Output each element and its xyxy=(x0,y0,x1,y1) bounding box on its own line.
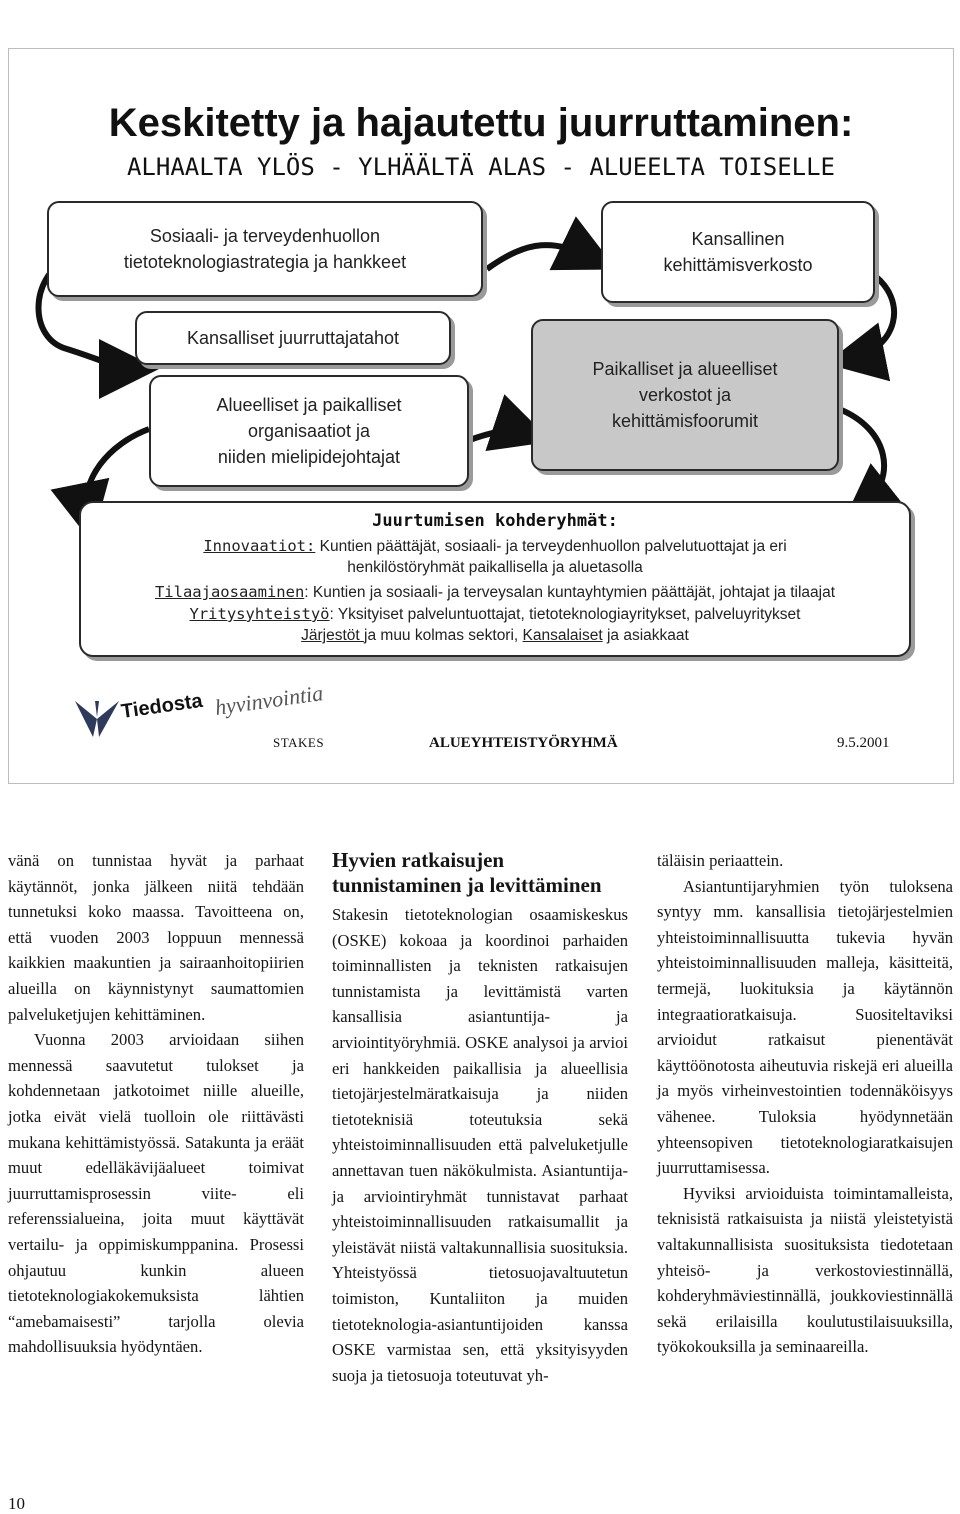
target-line-innovations: Innovaatiot: Kuntien päättäjät, sosiaali- ja terveydenhuollon palvelutuottajat ja eri xyxy=(203,537,787,555)
target-line-organisations: Järjestöt ja muu kolmas sektori, Kansalaiset ja asiakkaat xyxy=(301,627,689,644)
target-groups-heading: Juurtumisen kohderyhmät: xyxy=(372,511,618,531)
slide-subtitle: ALHAALTA YLÖS - YLHÄÄLTÄ ALAS - ALUEELTA TOISELLE xyxy=(126,153,835,181)
logo-word-tiedosta: Tiedosta xyxy=(119,689,204,724)
slide-figure xyxy=(8,48,954,784)
box-national-network: Kansallinen kehittämisverkosto xyxy=(601,201,875,303)
arrow-right-mid xyxy=(839,409,884,509)
target-line-business: Yritysyhteistyö: Yksityiset palveluntuottajat, tietoteknologiayritykset, palveluyritykset xyxy=(189,605,801,623)
footer-group-name: ALUEYHTEISTYÖRYHMÄ xyxy=(429,735,618,751)
box-local-networks: Paikalliset ja alueelliset verkostot ja kehittämisfoorumit xyxy=(531,319,839,471)
section-heading: Hyvien ratkaisujen tunnistaminen ja levittäminen xyxy=(332,848,602,897)
paragraph: Asiantuntijaryhmien työn tuloksena syntyy mm. kansallisia tietojärjestelmien yhteistoiminnallisuutta tukevia hyvän yhteistoiminnallisuuden malleja, käsitteitä, termejä, luokituksia ja käytännön integraatioratkaisuja. Suositeltaviksi arvioidut ratkaisut pienentävät käyttöönotosta aiheutuvia riskejä eri alueilla ja myös virheinvestointien todennäköisyys vähenee. Tuloksia hyödynnetään yhteensopiven tietoteknologiaratkaisujen juurruttamisessa. xyxy=(657,876,953,1178)
box-national-actors: Kansalliset juurruttajatahot xyxy=(135,311,451,365)
footer-stakes: STAKES xyxy=(273,735,325,750)
paragraph: Stakesin tietoteknologian osaamiskeskus (OSKE) kokoaa ja koordinoi parhaiden toiminnallisten ja teknisten ratkaisujen tunnistamista ja levittämistä varten kansallisia asiantuntija- ja arviointityöryhmiä. OSKE analysoi ja arvioi eri hankkeiden paikallisia ja alueellisia tietojärjestelmäratkaisuja ja niiden tietoteknisiä toteutuksia sekä yhteistoiminnallisuuden että palveluketjulle annettavan tuen näkökulmista. Asiantuntija- ja arviointiryhmät tunnistavat parhaat yhteistoiminnallisuuden ratkaisumallit ja yleistävät niistä valtakunnallisia suosituksia. Yhteistyössä tietosuojavaltuutetun toimiston, Kuntaliiton ja muiden tietoteknologia-asiantuntijoiden kanssa OSKE varmistaa sen, että yksityisyyden suoja ja tietosuoja toteutuvat yh- xyxy=(332,905,628,1385)
paragraph: vänä on tunnistaa hyvät ja parhaat käytännöt, jonka jälkeen niitä tehdään tunnetuksi koko maassa. Tavoitteena on, että vuoden 2003 loppuun mennessä kaikkien maakuntien ja sairaanhoitopiirien alueilla on käynnistynyt saumattomien palveluketjujen kehittäminen. xyxy=(8,851,304,1024)
target-groups-box xyxy=(79,501,911,657)
paragraph: Vuonna 2003 arvioidaan siihen mennessä saavutetut tulokset ja kohdennetaan jatkotoimet niille alueille, jotka eivät vielä tuolloin ole riittävästi mukana kehittämistyössä. Satakunta ja eräät muut edelläkävijäalueet toimivat juurruttamisprosessin viite- eli referenssialueina, joita muut käyttävät vertailu- ja oppimiskumppanina. Prosessi ohjautuu kunkin alueen tietoteknologiakokemuksista lähtien “amebamaisesti” tarjolla olevia mahdollisuuksia hyödyntäen. xyxy=(8,1030,304,1357)
logo-word-hyvinvointia: hyvinvointia xyxy=(213,680,325,721)
target-line-innovations-cont: henkilöstöryhmät paikallisella ja aluetasolla xyxy=(347,559,643,576)
text-column-1 xyxy=(8,848,304,1360)
slide-title: Keskitetty ja hajautettu juurruttaminen: xyxy=(108,101,854,145)
stakes-logo-icon xyxy=(73,699,121,739)
paragraph: täläisin periaattein. xyxy=(657,851,784,870)
text-column-3 xyxy=(657,848,953,1360)
page-number: 10 xyxy=(8,1494,25,1513)
target-line-procurement: Tilaajaosaaminen: Kuntien ja sosiaali- ja terveysalan kuntayhtymien päättäjät, johtajat ja tilaajat xyxy=(154,583,836,601)
arrow-top-middle xyxy=(487,245,595,269)
arrow-lower-center xyxy=(467,431,529,441)
box-strategy: Sosiaali- ja terveydenhuollon tietoteknologiastrategia ja hankkeet xyxy=(47,201,483,297)
box-regional-organisations: Alueelliset ja paikalliset organisaatiot ja niiden mielipidejohtajat xyxy=(149,375,469,487)
text-column-2 xyxy=(332,848,628,1388)
footer-date: 9.5.2001 xyxy=(837,735,890,751)
paragraph: Hyviksi arvioiduista toimintamalleista, teknisistä ratkaisuista ja niistä yleistetyistä valtakunnallisista suosituksista tiedotetaan yhteisö- ja verkostoviestinnällä, kohderyhmäviestinnällä, joukkoviestinnällä sekä erilaisilla koulutustilaisuuksilla, työkokouksilla ja seminaareilla. xyxy=(657,1183,953,1357)
